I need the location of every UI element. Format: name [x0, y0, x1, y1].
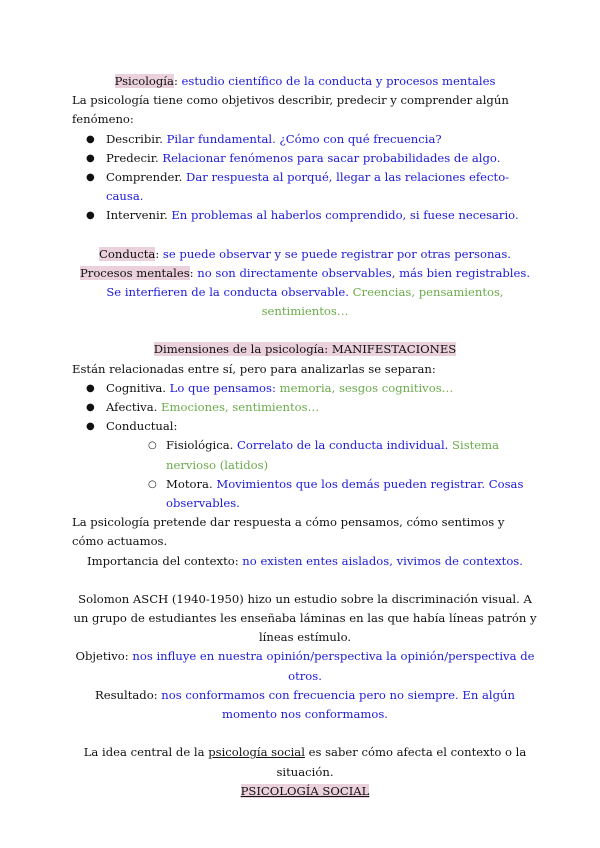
- mental-sep: :: [189, 265, 194, 280]
- objectives-list: [72, 130, 538, 226]
- context-line: [72, 552, 538, 571]
- objective-detail: En problemas al haberlos comprendido, si fuese necesario.: [167, 208, 519, 223]
- conduct-definition: se puede observar y se puede registrar por otras personas.: [159, 246, 511, 261]
- subitem-label: Motora.: [166, 476, 213, 491]
- list-item: [146, 475, 538, 513]
- list-item: [72, 130, 538, 149]
- subitem-detail: Movimientos que los demás pueden registrar. Cosas observables.: [166, 476, 524, 511]
- dimensions-intro: Están relacionadas entre sí, pero para analizarlas se separan:: [72, 361, 436, 376]
- dimensions-list: [72, 379, 538, 513]
- objective-label: Describir.: [106, 131, 163, 146]
- closing-line: [72, 743, 538, 781]
- spacer: [72, 724, 538, 743]
- spacer: [72, 571, 538, 590]
- mental-definition: no son directamente observables, más bien registrables. Se interfieren de la conducta observable.: [106, 265, 531, 300]
- dimension-label: Afectiva.: [106, 400, 158, 415]
- conductual-sublist: [146, 436, 538, 513]
- objectives-intro: La psicología tiene como objetivos describir, predecir y comprender algún fenómeno:: [72, 93, 509, 127]
- objective-detail: Relacionar fenómenos para sacar probabilidades de algo.: [158, 150, 501, 165]
- term-procesos-mentales: Procesos mentales: [79, 265, 190, 280]
- subitem-detail: Correlato de la conducta individual.: [233, 438, 449, 453]
- psicologia-social-link[interactable]: psicología social: [208, 745, 305, 760]
- closing-after: es saber cómo afecta el contexto o la situación.: [276, 745, 527, 779]
- context-label: Importancia del contexto:: [87, 553, 239, 568]
- dimension-examples: memoria, sesgos cognitivos…: [275, 380, 454, 395]
- term-psicologia: Psicología: [114, 74, 174, 88]
- dimension-detail: Lo que pensamos:: [165, 380, 276, 395]
- mental-processes-paragraph: [72, 264, 538, 322]
- result-text: nos conformamos con frecuencia pero no siempre. En algún momento nos conformamos.: [157, 687, 515, 722]
- title-line: [72, 72, 538, 91]
- list-item: [72, 206, 538, 225]
- term-conducta: Conducta: [99, 246, 156, 261]
- context-detail: no existen entes aislados, vivimos de contextos.: [238, 553, 523, 568]
- psicologia-definition: estudio científico de la conducta y procesos mentales: [177, 74, 496, 88]
- objective-detail: Pilar fundamental. ¿Cómo con qué frecuencia?: [162, 131, 442, 146]
- closing-title: [72, 782, 538, 801]
- objective-label: Comprender.: [106, 170, 183, 185]
- dimension-label: Conductual:: [106, 419, 178, 434]
- objective-label: Predecir.: [106, 150, 159, 165]
- objective-label: Objetivo:: [75, 649, 129, 664]
- title-sep: :: [173, 74, 178, 88]
- list-item: [72, 168, 538, 206]
- asch-paragraph: Solomon ASCH (1940-1950) hizo un estudio sobre la discriminación visual. A un grupo de estudiantes les enseñaba láminas en las que había líneas patrón y líneas estímulo.: [73, 591, 537, 645]
- mental-examples: Creencias, pensamientos, sentimientos…: [261, 285, 504, 319]
- psicologia-social-title: PSICOLOGÍA SOCIAL: [240, 783, 370, 798]
- asch-objective: [72, 647, 538, 685]
- result-label: Resultado:: [95, 687, 158, 702]
- aim-paragraph: La psicología pretende dar respuesta a cómo pensamos, cómo sentimos y cómo actuamos.: [72, 515, 505, 549]
- dimensions-heading-text: Dimensiones de la psicología: MANIFESTACIONES: [153, 342, 457, 357]
- list-item: [72, 417, 538, 513]
- list-item: [72, 379, 538, 398]
- subitem-label: Fisiológica.: [166, 438, 234, 453]
- list-item: [72, 149, 538, 168]
- asch-result: [72, 686, 538, 724]
- dimension-label: Cognitiva.: [106, 380, 166, 395]
- objective-label: Intervenir.: [106, 208, 168, 223]
- conduct-sep: :: [155, 246, 160, 261]
- dimension-examples: Emociones, sentimientos…: [157, 400, 320, 415]
- closing-before: La idea central de la: [83, 745, 209, 760]
- dimensions-heading: [72, 340, 538, 359]
- spacer: [72, 321, 538, 340]
- subitem-examples: Sistema nervioso (latidos): [166, 438, 500, 472]
- list-item: [146, 436, 538, 474]
- list-item: [72, 398, 538, 417]
- objective-detail: Dar respuesta al porqué, llegar a las relaciones efecto-causa.: [106, 170, 510, 204]
- spacer: [72, 226, 538, 245]
- conduct-line: [72, 245, 538, 264]
- objective-text: nos influye en nuestra opinión/perspectiva la opinión/perspectiva de otros.: [128, 649, 535, 683]
